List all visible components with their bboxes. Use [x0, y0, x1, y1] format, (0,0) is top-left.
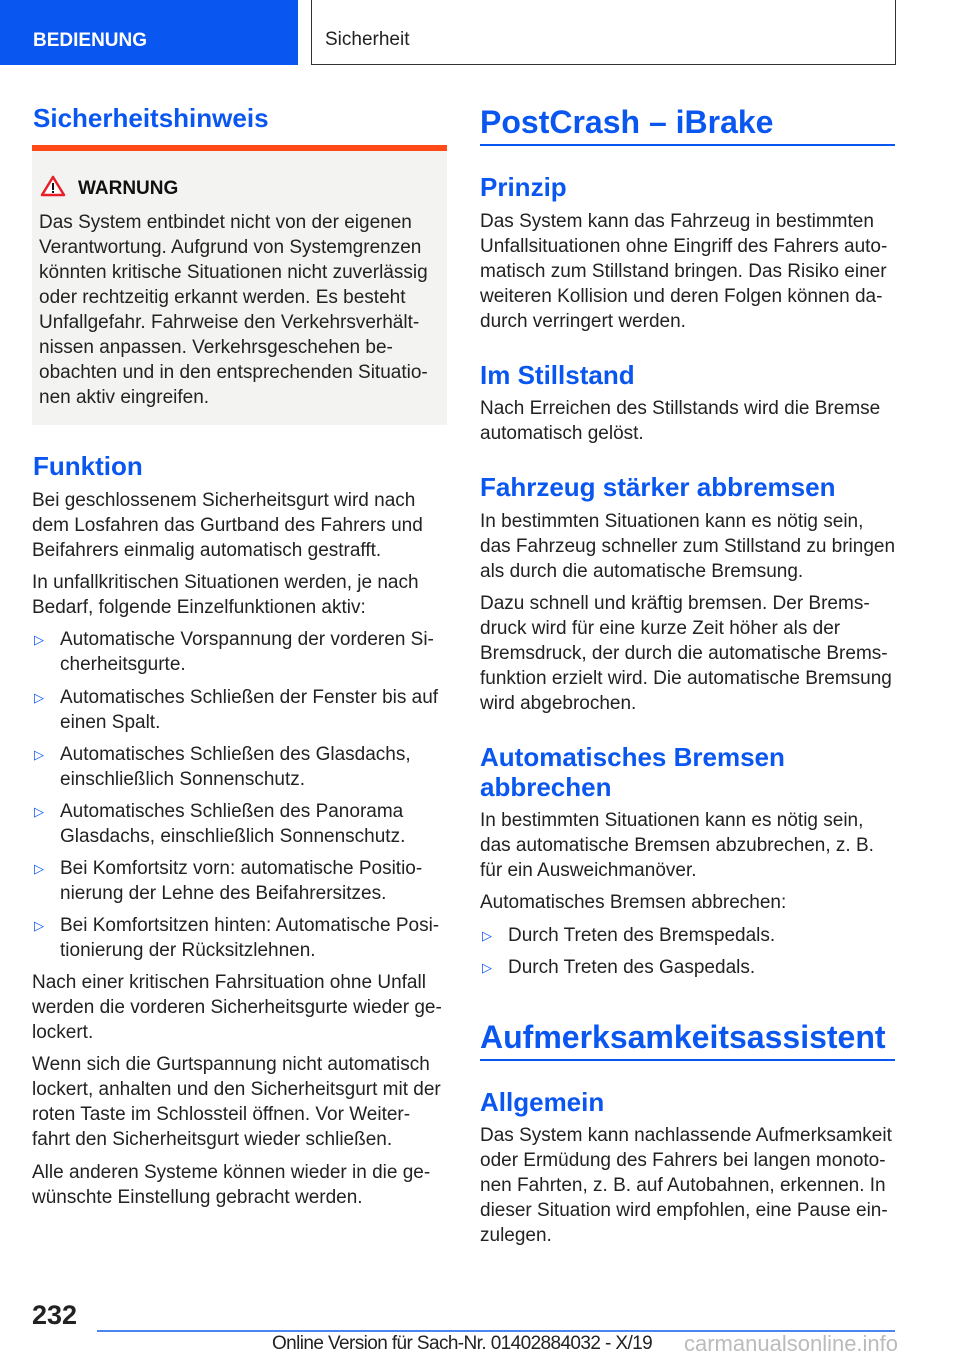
paragraph: In bestimmten Situationen kann es nötig sein, das Fahrzeug schneller zum Stillstand zu bringen als durch die automatische Bremsung.	[480, 511, 896, 582]
title-rule	[480, 144, 895, 146]
paragraph: In unfallkritischen Situationen werden, je nach Bedarf, folgende Einzelfunktionen aktiv:	[32, 572, 419, 618]
bullet-icon: ▷	[34, 747, 44, 762]
paragraph: Automatisches Bremsen abbrechen:	[480, 892, 787, 913]
paragraph: Dazu schnell und kräftig bremsen. Der Brems- druck wird für eine kurze Zeit höher als der Bremsdruck, der durch die automatische Brems- funktion erzielt wird. Die automatische Bremsung wird abgebrochen.	[480, 593, 892, 714]
title-rule	[480, 1059, 895, 1061]
watermark: carmanualsonline.info	[684, 1331, 899, 1356]
warning-triangle-icon	[40, 175, 66, 197]
bullet-icon: ▷	[482, 960, 492, 975]
abbrechen-heading: Automatisches Bremsen abbrechen	[480, 742, 785, 802]
list-item: Automatisches Schließen des Panorama Glasdachs, einschließlich Sonnenschutz.	[60, 801, 406, 847]
allgemein-heading: Allgemein	[480, 1087, 605, 1117]
paragraph: Nach Erreichen des Stillstands wird die Bremse automatisch gelöst.	[480, 398, 881, 444]
function-heading: Funktion	[33, 451, 143, 481]
paragraph: Bei geschlossenem Sicherheitsgurt wird nach dem Losfahren das Gurtband des Fahrers und Beifahrers einmalig automatisch gestrafft.	[32, 490, 423, 561]
postcrash-title: PostCrash – iBrake	[480, 104, 774, 140]
list-item: Bei Komfortsitz vorn: automatische Positio- nierung der Lehne des Beifahrersitzes.	[60, 858, 423, 904]
prinzip-heading: Prinzip	[480, 172, 567, 202]
paragraph: Das System kann das Fahrzeug in bestimmten Unfallsituationen ohne Eingriff des Fahrers auto- matisch zum Stillstand bringen. Das Risiko einer weiteren Kollision und deren Folgen können da- durch verringert werden.	[480, 211, 888, 332]
bullet-icon: ▷	[34, 861, 44, 876]
paragraph: Nach einer kritischen Fahrsituation ohne Unfall werden die vorderen Sicherheitsgurte wieder ge- lockert.	[32, 972, 442, 1043]
aufmerksamkeit-title: Aufmerksamkeitsassistent	[480, 1019, 886, 1055]
bullet-icon: ▷	[34, 918, 44, 933]
chapter-label: Sicherheit	[325, 29, 410, 50]
list-item: Durch Treten des Bremspedals.	[508, 925, 776, 946]
paragraph: Das System kann nachlassende Aufmerksamkeit oder Ermüdung des Fahrers bei langen monoto- nen Fahrten, z. B. auf Autobahnen, erkennen. In dieser Situation wird empfohlen, eine Pause ein- zulegen.	[480, 1125, 892, 1246]
warning-box	[32, 145, 447, 425]
paragraph: Wenn sich die Gurtspannung nicht automatisch lockert, anhalten und den Sicherheitsgurt mit der roten Taste im Schlossteil öffnen. Vor Weiter- fahrt den Sicherheitsgurt wieder schließen.	[32, 1054, 441, 1150]
safety-heading: Sicherheitshinweis	[33, 103, 269, 133]
list-item: Automatische Vorspannung der vorderen Si- cherheitsgurte.	[60, 629, 434, 675]
section-tab	[0, 0, 298, 65]
bullet-icon: ▷	[34, 690, 44, 705]
paragraph: Alle anderen Systeme können wieder in die ge- wünschte Einstellung gebracht werden.	[32, 1162, 431, 1208]
warning-text: Das System entbindet nicht von der eigenen Verantwortung. Aufgrund von Systemgrenzen könnten kritische Situationen nicht zuverlässig oder rechtzeitig erkannt werden. Es besteht Unfallgefahr. Fahrweise den Verkehrsverhält- nissen anpassen. Verkehrsgeschehen be- obachten und in den entsprechenden Situatio- nen aktiv eingreifen.	[39, 212, 428, 408]
chapter-tab	[311, 0, 896, 65]
list-item: Automatisches Schließen der Fenster bis auf einen Spalt.	[60, 687, 439, 733]
footer-version: Online Version für Sach-Nr. 01402884032 - X/19	[272, 1333, 653, 1354]
bullet-icon: ▷	[34, 632, 44, 647]
list-item: Durch Treten des Gaspedals.	[508, 957, 756, 978]
section-label: BEDIENUNG	[33, 30, 148, 51]
page-number: 232	[32, 1300, 78, 1330]
staerker-heading: Fahrzeug stärker abbremsen	[480, 472, 836, 502]
bullet-icon: ▷	[482, 928, 492, 943]
paragraph: In bestimmten Situationen kann es nötig sein, das automatische Bremsen abzubrechen, z. B. für ein Ausweichmanöver.	[480, 810, 874, 881]
bullet-icon: ▷	[34, 804, 44, 819]
warning-title: WARNUNG	[78, 178, 179, 199]
list-item: Automatisches Schließen des Glasdachs, einschließlich Sonnenschutz.	[60, 744, 411, 790]
list-item: Bei Komfortsitzen hinten: Automatische Posi- tionierung der Rücksitzlehnen.	[60, 915, 440, 961]
stillstand-heading: Im Stillstand	[480, 360, 635, 390]
